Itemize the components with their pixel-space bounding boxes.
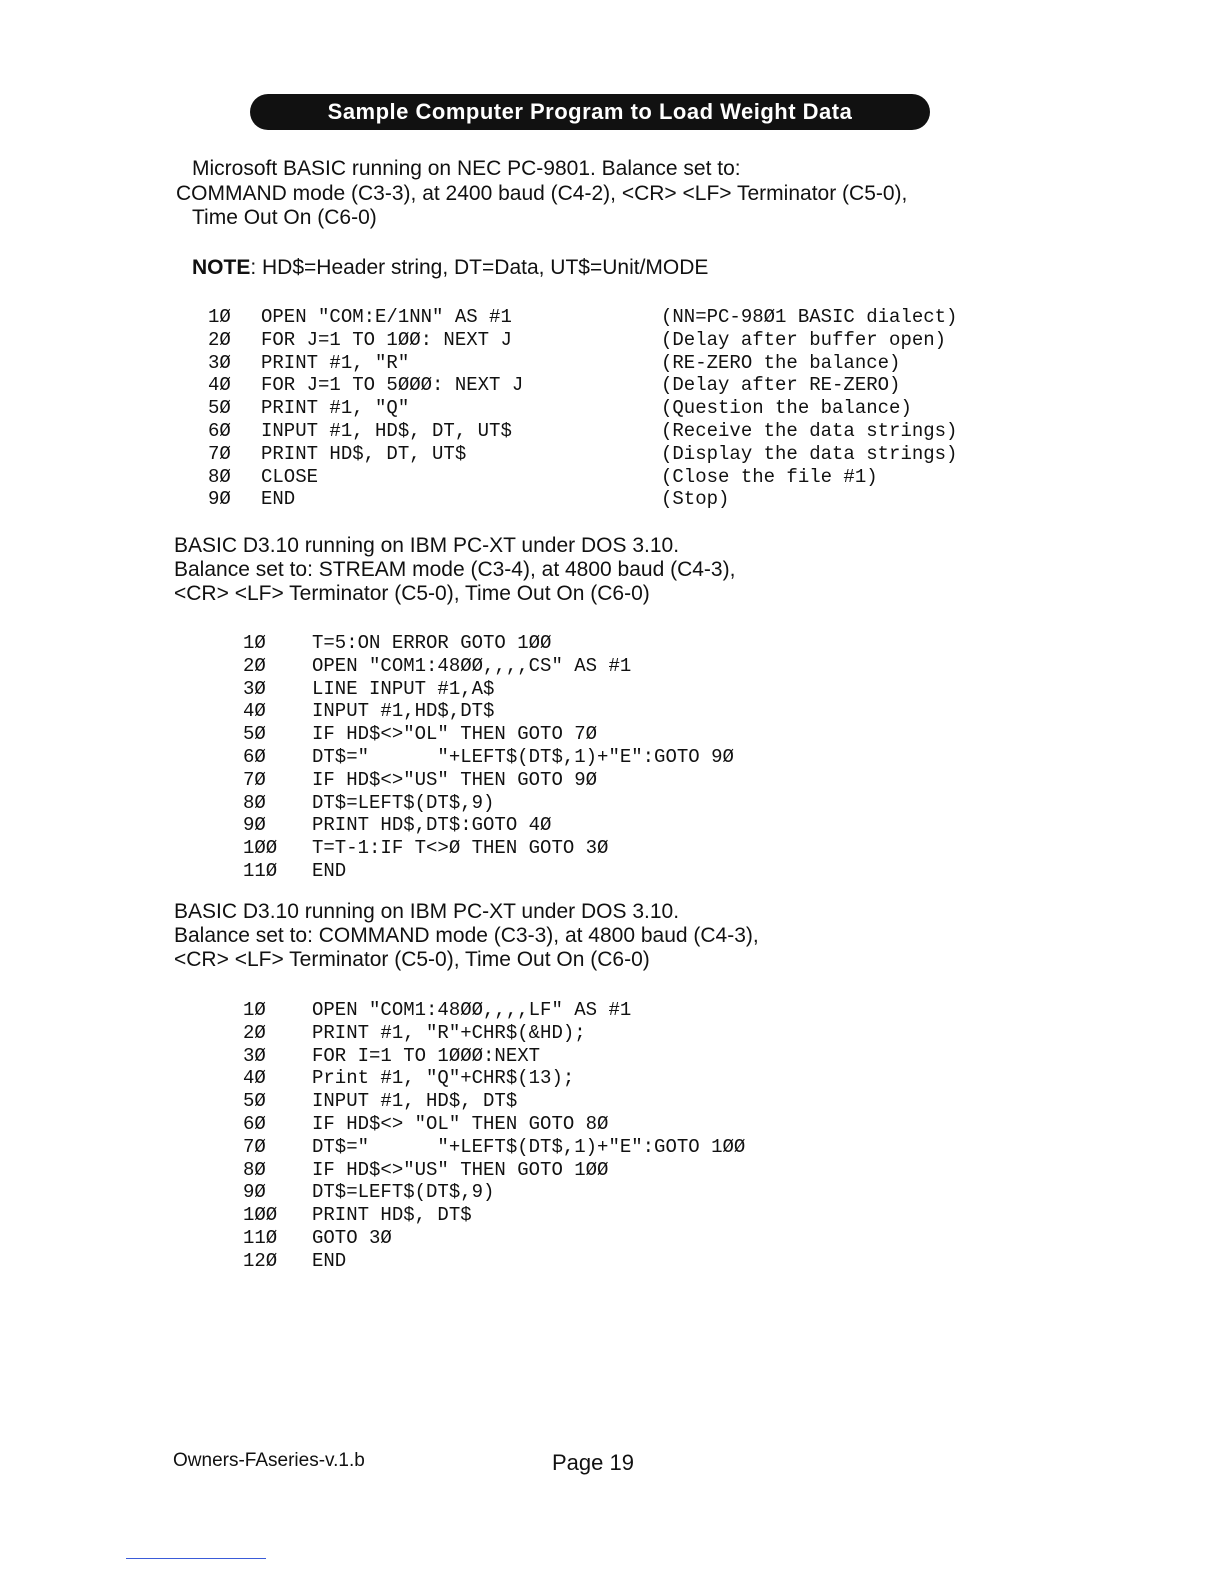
section3-line-3: <CR> <LF> Terminator (C5-0), Time Out On (C6-0)	[174, 948, 650, 971]
line-number: 2Ø	[243, 1021, 266, 1044]
code-statement: PRINT HD$, DT, UT$	[261, 442, 467, 465]
section1-line-2: COMMAND mode (C3-3), at 2400 baud (C4-2), <CR> <LF> Terminator (C5-0),	[176, 182, 908, 205]
code-statement: INPUT #1, HD$, DT, UT$	[261, 419, 512, 442]
line-number: 7Ø	[243, 768, 266, 791]
code-comment: (Receive the data strings)	[661, 419, 958, 442]
code-line	[208, 329, 957, 352]
line-number: 9Ø	[243, 814, 266, 837]
line-number: 9Ø	[208, 488, 231, 511]
code-line	[243, 999, 745, 1022]
line-number: 1ØØ	[243, 1204, 278, 1227]
line-number: 11Ø	[243, 859, 278, 882]
line-number: 1Ø	[208, 306, 231, 328]
line-number: 1Ø	[243, 632, 266, 654]
code-statement: T=T-1:IF T<>Ø THEN GOTO 3Ø	[312, 837, 609, 860]
code-line	[243, 860, 734, 883]
code-line	[208, 443, 957, 466]
line-number: 2Ø	[243, 654, 266, 677]
footer-doc-id: Owners-FAseries-v.1.b	[173, 1450, 365, 1471]
code-line	[243, 769, 734, 792]
code-comment: (NN=PC-98Ø1 BASIC dialect)	[661, 306, 958, 328]
section1-line-3: Time Out On (C6-0)	[192, 206, 377, 229]
note-line	[192, 256, 708, 280]
section2-line-3: <CR> <LF> Terminator (C5-0), Time Out On (C6-0)	[174, 582, 650, 605]
line-number: 6Ø	[243, 1112, 266, 1135]
code-line	[243, 1022, 745, 1045]
section3-line-2: Balance set to: COMMAND mode (C3-3), at 4800 baud (C4-3),	[174, 924, 759, 947]
section2-line-2: Balance set to: STREAM mode (C3-4), at 4800 baud (C4-3),	[174, 558, 736, 581]
code-line	[243, 1181, 745, 1204]
code-line	[243, 1227, 745, 1250]
line-number: 8Ø	[243, 1158, 266, 1181]
code-statement: CLOSE	[261, 465, 319, 488]
line-number: 3Ø	[243, 677, 266, 700]
code-comment: (Question the balance)	[661, 397, 912, 420]
line-number: 4Ø	[243, 700, 266, 723]
code-line	[208, 488, 957, 511]
line-number: 11Ø	[243, 1226, 278, 1249]
code-line	[243, 678, 734, 701]
code-statement: T=5:ON ERROR GOTO 1ØØ	[312, 632, 552, 654]
code-statement: OPEN "COM1:48ØØ,,,,CS" AS #1	[312, 654, 632, 677]
line-number: 6Ø	[208, 419, 231, 442]
code-statement: DT$=LEFT$(DT$,9)	[312, 791, 495, 814]
code-line	[243, 746, 734, 769]
code-statement: DT$=" "+LEFT$(DT$,1)+"E":GOTO 9Ø	[312, 745, 734, 768]
code-line	[208, 466, 957, 489]
code-statement: DT$=" "+LEFT$(DT$,1)+"E":GOTO 1ØØ	[312, 1135, 746, 1158]
line-number: 5Ø	[208, 397, 231, 420]
footer-page-number: Page 19	[552, 1450, 634, 1475]
code-statement: IF HD$<> "OL" THEN GOTO 8Ø	[312, 1112, 609, 1135]
code-statement: LINE INPUT #1,A$	[312, 677, 495, 700]
code-statement: FOR J=1 TO 5ØØØ: NEXT J	[261, 374, 524, 397]
code-line	[243, 1159, 745, 1182]
code-comment: (Display the data strings)	[661, 442, 958, 465]
code-statement: PRINT #1, "R"+CHR$(&HD);	[312, 1021, 586, 1044]
code-line	[243, 1136, 745, 1159]
code-comment: (Close the file #1)	[661, 465, 878, 488]
code-line	[243, 632, 734, 655]
line-number: 7Ø	[243, 1135, 266, 1158]
code-statement: PRINT HD$,DT$:GOTO 4Ø	[312, 814, 552, 837]
code-statement: PRINT #1, "R"	[261, 351, 410, 374]
line-number: 1ØØ	[243, 837, 278, 860]
line-number: 8Ø	[243, 791, 266, 814]
line-number: 1Ø	[243, 999, 266, 1021]
code-line	[208, 352, 957, 375]
section2-line-1: BASIC D3.10 running on IBM PC-XT under DOS 3.10.	[174, 534, 680, 557]
code-line	[208, 306, 957, 329]
code-line	[243, 814, 734, 837]
line-number: 4Ø	[243, 1067, 266, 1090]
code-line	[243, 700, 734, 723]
line-number: 8Ø	[208, 465, 231, 488]
code-statement: IF HD$<>"US" THEN GOTO 9Ø	[312, 768, 598, 791]
code-statement: FOR J=1 TO 1ØØ: NEXT J	[261, 328, 512, 351]
code-comment: (RE-ZERO the balance)	[661, 351, 901, 374]
code-line	[243, 837, 734, 860]
code-line	[243, 1113, 745, 1136]
code-statement: END	[312, 1249, 347, 1272]
line-number: 4Ø	[208, 374, 231, 397]
code-line	[208, 420, 957, 443]
code-comment: (Stop)	[661, 488, 730, 511]
code-statement: PRINT HD$, DT$	[312, 1204, 472, 1227]
code-line	[243, 723, 734, 746]
note-text: : HD$=Header string, DT=Data, UT$=Unit/MODE	[250, 256, 709, 279]
code-listing-2	[243, 632, 734, 883]
code-line	[243, 1045, 745, 1068]
code-statement: DT$=LEFT$(DT$,9)	[312, 1181, 495, 1204]
code-statement: GOTO 3Ø	[312, 1226, 392, 1249]
line-number: 12Ø	[243, 1249, 278, 1272]
code-statement: END	[261, 488, 296, 511]
code-statement: PRINT #1, "Q"	[261, 397, 410, 420]
code-listing-1	[208, 306, 957, 511]
line-number: 5Ø	[243, 1090, 266, 1113]
code-statement: INPUT #1, HD$, DT$	[312, 1090, 518, 1113]
code-statement: INPUT #1,HD$,DT$	[312, 700, 495, 723]
line-number: 7Ø	[208, 442, 231, 465]
code-line	[243, 1250, 745, 1273]
line-number: 5Ø	[243, 723, 266, 746]
code-comment: (Delay after RE-ZERO)	[661, 374, 901, 397]
code-statement: OPEN "COM1:48ØØ,,,,LF" AS #1	[312, 999, 632, 1021]
code-statement: Print #1, "Q"+CHR$(13);	[312, 1067, 575, 1090]
line-number: 2Ø	[208, 328, 231, 351]
code-line	[243, 1204, 745, 1227]
line-number: 3Ø	[208, 351, 231, 374]
code-line	[243, 655, 734, 678]
code-statement: FOR I=1 TO 1ØØØ:NEXT	[312, 1044, 541, 1067]
code-comment: (Delay after buffer open)	[661, 328, 947, 351]
note-label: NOTE	[192, 256, 251, 279]
section1-line-1: Microsoft BASIC running on NEC PC-9801. Balance set to:	[192, 157, 741, 180]
page-title: Sample Computer Program to Load Weight Data	[250, 94, 930, 130]
code-statement: END	[312, 859, 347, 882]
code-statement: IF HD$<>"OL" THEN GOTO 7Ø	[312, 723, 598, 746]
code-line	[208, 397, 957, 420]
code-line	[208, 374, 957, 397]
line-number: 3Ø	[243, 1044, 266, 1067]
code-statement: IF HD$<>"US" THEN GOTO 1ØØ	[312, 1158, 609, 1181]
code-line	[243, 1067, 745, 1090]
code-listing-3	[243, 999, 745, 1273]
code-line	[243, 1090, 745, 1113]
line-number: 6Ø	[243, 745, 266, 768]
bottom-rule	[126, 1558, 266, 1559]
section3-line-1: BASIC D3.10 running on IBM PC-XT under DOS 3.10.	[174, 900, 680, 923]
code-statement: OPEN "COM:E/1NN" AS #1	[261, 306, 512, 328]
line-number: 9Ø	[243, 1181, 266, 1204]
code-line	[243, 792, 734, 815]
